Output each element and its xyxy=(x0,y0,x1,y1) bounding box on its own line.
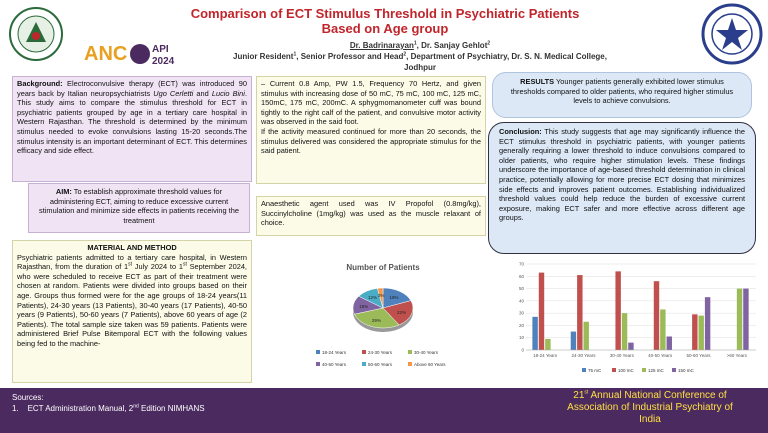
conference-block xyxy=(538,390,762,426)
bar-y-tick-label: 20 xyxy=(518,322,524,328)
aim-section xyxy=(28,183,250,233)
bar-rect xyxy=(571,332,576,350)
method-text-1: Psychiatric patients admitted to a tertiary care hospital, in Western Rajasthan, from the duration of 1 xyxy=(17,252,247,272)
affiliation-dept: , Department of Psychiatry, Dr. S. N. Medical College, Jodhpur xyxy=(404,52,607,72)
pie-legend-swatch xyxy=(362,362,366,366)
bar-legend-label: 75 mC xyxy=(588,368,602,373)
pie-legend-swatch xyxy=(362,350,366,354)
background-name-2: Lucio Bini xyxy=(211,88,245,98)
method-title: MATERIAL AND METHOD xyxy=(87,243,177,252)
pie-legend-label: Above 60 Years xyxy=(414,362,446,367)
bar-rect xyxy=(699,316,704,350)
anc-api-2024-logo xyxy=(84,40,204,68)
background-name-1: Ugo Cerletti xyxy=(153,88,194,98)
background-section xyxy=(12,76,252,182)
anaesthetic-section xyxy=(256,196,486,236)
bar-legend-swatch xyxy=(582,368,586,372)
method-sup-2: st xyxy=(182,261,187,268)
bar-legend-label: 100 mC xyxy=(618,368,634,373)
title-line-1: Comparison of ECT Stimulus Threshold in Psychiatric Patients xyxy=(190,6,580,21)
method-text-3: September 2024, who were scheduled to receive ECT as part of their treatment were chosen at random. Patients were divided into groups based on their age. Groups thus formed were for the age groups of 18-24 years(11 Patients), 24-30 years (13 Patients), 30-40 years (17 Patients), 40-50 years (9 Patients), 50-60 years (7 Patients), above 60 years of age (2 Patients). The total sample size taken was 59 patients. Patients were administered Brief Pulse Bitemporal ECT with the following values being fed to the machine- xyxy=(17,262,247,348)
aim-label: AIM: xyxy=(55,187,72,196)
pie-legend-label: 30-40 Years xyxy=(414,350,439,355)
bar-rect xyxy=(622,313,627,350)
source-item-1 xyxy=(12,403,205,414)
api-logo-text: API xyxy=(152,44,169,55)
patients-pie-chart xyxy=(312,258,454,376)
bar-x-tick-label: >60 Years xyxy=(726,353,747,358)
authors-block xyxy=(220,40,620,73)
bar-rect xyxy=(532,317,537,350)
bar-rect xyxy=(628,343,633,350)
author-sup-2: 2 xyxy=(487,40,491,47)
pie-legend-swatch xyxy=(316,362,320,366)
bar-x-tick-label: 40-50 Years xyxy=(648,353,673,358)
current-text-2: If the activity measured continued for more than 20 seconds, the stimulus delivered was considered the appropriate stimulus for the said patient. xyxy=(261,126,481,156)
sources-label: Sources: xyxy=(12,393,44,402)
conference-number: 21 xyxy=(573,390,585,401)
method-text xyxy=(17,253,247,349)
conference-line-2: Association of Industrial Psychiatry of xyxy=(567,402,733,413)
affiliation-sup-2: 2 xyxy=(403,51,407,58)
source-sup: nd xyxy=(133,403,139,410)
college-seal-logo xyxy=(4,4,68,64)
bar-legend-swatch xyxy=(612,368,616,372)
pie-legend-label: 40-50 Years xyxy=(322,362,347,367)
stimulus-bar-chart xyxy=(512,258,762,378)
method-text-2: July 2024 to 1 xyxy=(132,262,183,272)
second-author: , Dr. Sanjay Gehlot xyxy=(416,41,488,50)
bar-rect xyxy=(584,322,589,350)
pie-legend-label: 50-60 Years xyxy=(368,362,393,367)
conference-line-3: India xyxy=(639,414,661,425)
method-section xyxy=(12,240,252,383)
pie-data-label: 29% xyxy=(371,318,381,324)
author-affiliations xyxy=(220,51,620,73)
title-line-2: Based on Age group xyxy=(321,21,449,36)
university-seal-logo xyxy=(700,2,764,66)
first-author: Dr. Badrinarayan xyxy=(349,41,414,50)
affiliation-sup-1: 1 xyxy=(293,51,297,58)
conference-sup: st xyxy=(584,389,589,396)
pie-data-label: 3% xyxy=(377,293,385,299)
bar-x-tick-label: 30-40 Years xyxy=(609,353,634,358)
bar-legend-label: 125 mC xyxy=(648,368,664,373)
background-and: and xyxy=(193,88,212,98)
background-label: Background: xyxy=(17,79,63,88)
pie-legend-label: 24-30 Years xyxy=(368,350,393,355)
bar-legend-swatch xyxy=(672,368,676,372)
current-section xyxy=(256,76,486,184)
source-text-a: ECT Administration Manual, 2 xyxy=(27,404,134,413)
bar-x-tick-label: 18-24 Years xyxy=(533,353,558,358)
pie-data-label: 15% xyxy=(359,303,369,309)
bar-rect xyxy=(539,273,544,350)
bar-rect xyxy=(660,309,665,350)
poster-title xyxy=(170,6,600,36)
conclusion-section xyxy=(488,122,756,254)
bar-legend-swatch xyxy=(642,368,646,372)
conclusion-text: This study suggests that age may significantly influence the ECT stimulus threshold in psychiatric patients, with younger patients generally requiring a lower threshold to induce convulsions compared to older patients, who require higher stimulation levels. These findings underscore the importance of age-based threshold determination in clinical practice, potentially allowing for more precise ECT dosing that minimizes side effects and improves patient outcomes. Establishing individualized threshold values could help reduce the burden of excessive current exposure, making ECT safer and more effective across different age groups. xyxy=(499,127,745,223)
bar-rect xyxy=(692,314,697,350)
bar-rect xyxy=(667,336,672,350)
sources-block xyxy=(12,392,205,414)
method-sup-1: st xyxy=(128,261,133,268)
bar-y-tick-label: 50 xyxy=(518,286,524,292)
bar-rect xyxy=(705,297,710,350)
pie-title: Number of Patients xyxy=(346,263,420,272)
pie-legend-swatch xyxy=(316,350,320,354)
author-sup-1: 1 xyxy=(413,40,417,47)
bar-rect xyxy=(743,289,748,350)
pie-data-label: 12% xyxy=(368,295,378,301)
year-logo-text: 2024 xyxy=(152,56,175,67)
bar-rect xyxy=(654,281,659,350)
anaesthetic-text: Anaesthetic agent used was IV Propofol (0.8mg/kg), Succinylcholine (1mg/kg) was used as the muscle relaxant of choice. xyxy=(261,199,481,228)
bar-y-tick-label: 10 xyxy=(518,335,524,341)
pie-legend-swatch xyxy=(408,362,412,366)
affiliation-2: , Senior Professor and Head xyxy=(296,52,404,61)
bar-x-tick-label: 24-30 Years xyxy=(571,353,596,358)
bar-rect xyxy=(577,275,582,350)
bar-x-tick-label: 50-60 Years xyxy=(686,353,711,358)
bar-legend-label: 150 mC xyxy=(678,368,694,373)
conclusion-label: Conclusion: xyxy=(499,127,542,136)
bar-y-tick-label: 40 xyxy=(518,298,524,304)
affiliation-1: Junior Resident xyxy=(233,52,294,61)
bar-y-tick-label: 30 xyxy=(518,310,524,316)
source-number: 1. xyxy=(12,404,19,413)
author-names xyxy=(220,40,620,51)
current-text: – Current 0.8 Amp, PW 1.5, Frequency 70 Hertz, and given stimulus with increasing dose of 50 mC, 75 mC, 100 mC, 125 mC, 150mC, 175 mC, 200mC. A sphygmomanometer cuff was bound tightly to the right calf of the patient, and convulsive motor activity was observed in the said foot. xyxy=(261,79,481,127)
pie-data-label: 22% xyxy=(397,310,407,316)
bar-y-tick-label: 0 xyxy=(521,347,524,353)
results-label: RESULTS xyxy=(520,77,555,86)
pie-legend-swatch xyxy=(408,350,412,354)
background-text-2: . This study aims to compare the stimulus threshold for ECT in psychiatric patients grouped by age in a tertiary care hospital in Western Rajasthan. The threshold is determined by the minimum stimulus needed to evoke convulsions lasting 15-20 seconds.The stimulus intensity is an important determinant of ECT. This determines efficacy and side effect. xyxy=(17,88,247,156)
bar-y-tick-label: 70 xyxy=(518,261,524,267)
bar-y-tick-label: 60 xyxy=(518,273,524,279)
anc-logo-text: ANC xyxy=(84,43,128,65)
footer-bar xyxy=(0,388,768,433)
aim-text: To establish approximate threshold values for administering ECT, aiming to reduce excessive current stimulation and minimize side effects in patients receiving the treatment xyxy=(39,187,239,225)
background-text-1: Electroconvulsive therapy (ECT) was introduced 90 years back by Italian neuropsychiatrists xyxy=(17,79,247,98)
results-section xyxy=(492,72,752,118)
pie-data-label: 19% xyxy=(389,295,399,301)
conference-line-1 xyxy=(538,390,762,402)
conference-line-1-text: Annual National Conference of xyxy=(588,390,727,401)
bar-rect xyxy=(615,271,620,350)
source-text-b: Edition NIMHANS xyxy=(138,404,205,413)
results-text: Younger patients generally exhibited lower stimulus thresholds compared to older patients, who required higher stimulus levels to achieve convulsions. xyxy=(510,77,734,106)
pie-legend-label: 18-24 Years xyxy=(322,350,347,355)
bar-rect xyxy=(737,289,742,350)
bar-rect xyxy=(545,339,550,350)
